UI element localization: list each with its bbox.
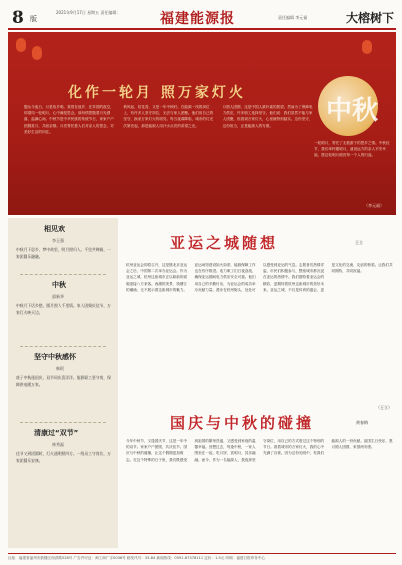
article-author: 黄春梅 [356,420,368,425]
divider [20,274,106,275]
poem-body: 中秋月下话乡愁，圆月照人千里情。家人团聚庆佳节，万家灯火映天边。 [16,303,111,315]
feature-banner [8,32,396,215]
banner-paragraph: 秋风起，桂花香，又是一年中秋时。在能源一线的岗位上，有许多人坚守岗位，无法与家人团聚。他们用自己的坚守，换来万家灯火的明亮。每当夜幕降临，城市的灯光次第亮起，那是能源人用汗水点亮的希望之光。 [123,105,214,128]
poem-title: 中秋 [52,281,66,289]
poem-title: 相见欢 [44,225,65,233]
article-title: 亚运之城随想 [170,234,279,252]
divider [20,422,106,423]
poem-title: 清康过“双节” [34,429,79,437]
poem-author: 韩珉 [56,366,64,371]
banner-paragraph: 月圆人团圆，这是中国人最朴素的愿望。然而为了保障电力供应，许多职工选择坚守。他们说：我们虽然不能与家人团聚，但看到万家灯火，心里就特别踏实。这份坚守，这份担当，正是能源人的写照。 [222,105,313,128]
banner-body [24,104,314,135]
poem-body: 庚子中秋逢国庆，双节同庆喜洋洋。能源职工坚守岗，保障供电暖万家。 [16,375,111,387]
article-body: 杭州亚运会即将召开，这是继北京亚运会之后，中国第二次举办亚运会。作为亚运之城，杭州这座城市正以崭新的面貌迎接八方来客。西湖的美景、钱塘江的潮涌，无不展示着这座城市的魅力。亚运场馆建设如火如荼，能源保障工作也在有序推进。电力职工们日夜奋战，确保亚运期间电力供应安全可靠。他们用自己的辛勤付出，为亚运会的成功举办贡献力量。漫步在杭州街头，处处可以感受到亚运的气息。志愿者们热情洋溢，市民们积极参与，整座城市都沉浸在亚运的热情中。我们期待着亚运会的精彩，更期待着杭州这座城市的美好未来。亚运之城，不仅是体育的盛会，更是文化的交流、友谊的桥梁。让我们共同期待，共同祝福。 [126,263,393,292]
page-word: 版 [30,15,37,23]
poem-column [8,218,118,548]
article-signoff: （王立） [376,405,392,410]
page-number: 8 [12,8,24,28]
masthead [8,6,396,30]
section-name: 大榕树下 [345,11,394,25]
poem-author: 林秀磊 [52,442,64,447]
article-author: 王立 [355,240,363,245]
moon-text: 中秋 [326,96,379,126]
issue-info: 2021年9月17日 星期五 责任编辑： [56,10,121,15]
lantern-icon [362,40,372,54]
banner-title: 化作一轮月 照万家灯火 [68,85,246,101]
poem-author: 李玉强 [52,238,64,243]
article-body: 今年中秋节，又逢国庆节，这是一年中的双节。家家户户团圆，共庆佳节。国庆与中秋的碰撞，让这个假期更加难忘。在这个特殊的日子里，我们既感受到祖国的繁荣昌盛，又感受到家庭的温馨幸福。回想过去，每逢中秋，一家人围坐在一起，吃月饼、赏明月，其乐融融。而今，作为一名能源人，我选择坚守岗位，用自己的方式度过这个特别的节日。看着城市的万家灯火，我的心中充满了自豪。因为这份光明中，有我们能源人的一份贡献。祖国生日快乐，愿月圆人团圆，家国两安康。 [126,439,393,462]
paper-name: 福建能源报 [160,11,235,27]
lantern-icon [16,38,26,52]
poem-body: 佳节又到团圆时，灯火通明照四方。一线员工守岗位，万家团圆乐安康。 [16,451,111,463]
divider [20,346,106,347]
poem-author: 邵新华 [52,294,64,299]
article-title: 国庆与中秋的碰撞 [170,414,315,432]
poem-title: 坚守中秋感怀 [34,353,76,361]
banner-paragraph: 题从今夜白，月是故乡明。我曾在他乡、在异国的夜空，仰望同一轮明月，心中满是思念。那份情思随着月光洒落，溢满心间。中秋节是中华民族的传统节日，家家户户团圆赏月，共叙亲情。月亮寄托着人们对亲人的思念，对美好生活的向往。 [24,105,114,134]
lantern-icon [32,46,42,60]
page-footer: 社址：福建省福州市鼓楼区西洪路528号 广告许可证：闽工商广字0036号 邮发代号：33-84 新闻热线：0591-87578111 定价：1.5元 印刷：福建日报印务中心 [8,553,396,564]
editor-info: 责任编辑 李元福 [278,15,308,20]
banner-author: （李元福） [364,203,384,208]
banner-side-text: 一轮明月，寄托了无数游子的思乡之情。中秋佳节，我们举杯邀明月，遥祝远方的亲人平安幸福，愿这轮明月照亮每一个人的归途。 [314,141,390,158]
poem-body: 中秋月下思乡，梦中故里，明月照归人。千里共婵娟，一家团圆乐融融。 [16,247,111,259]
